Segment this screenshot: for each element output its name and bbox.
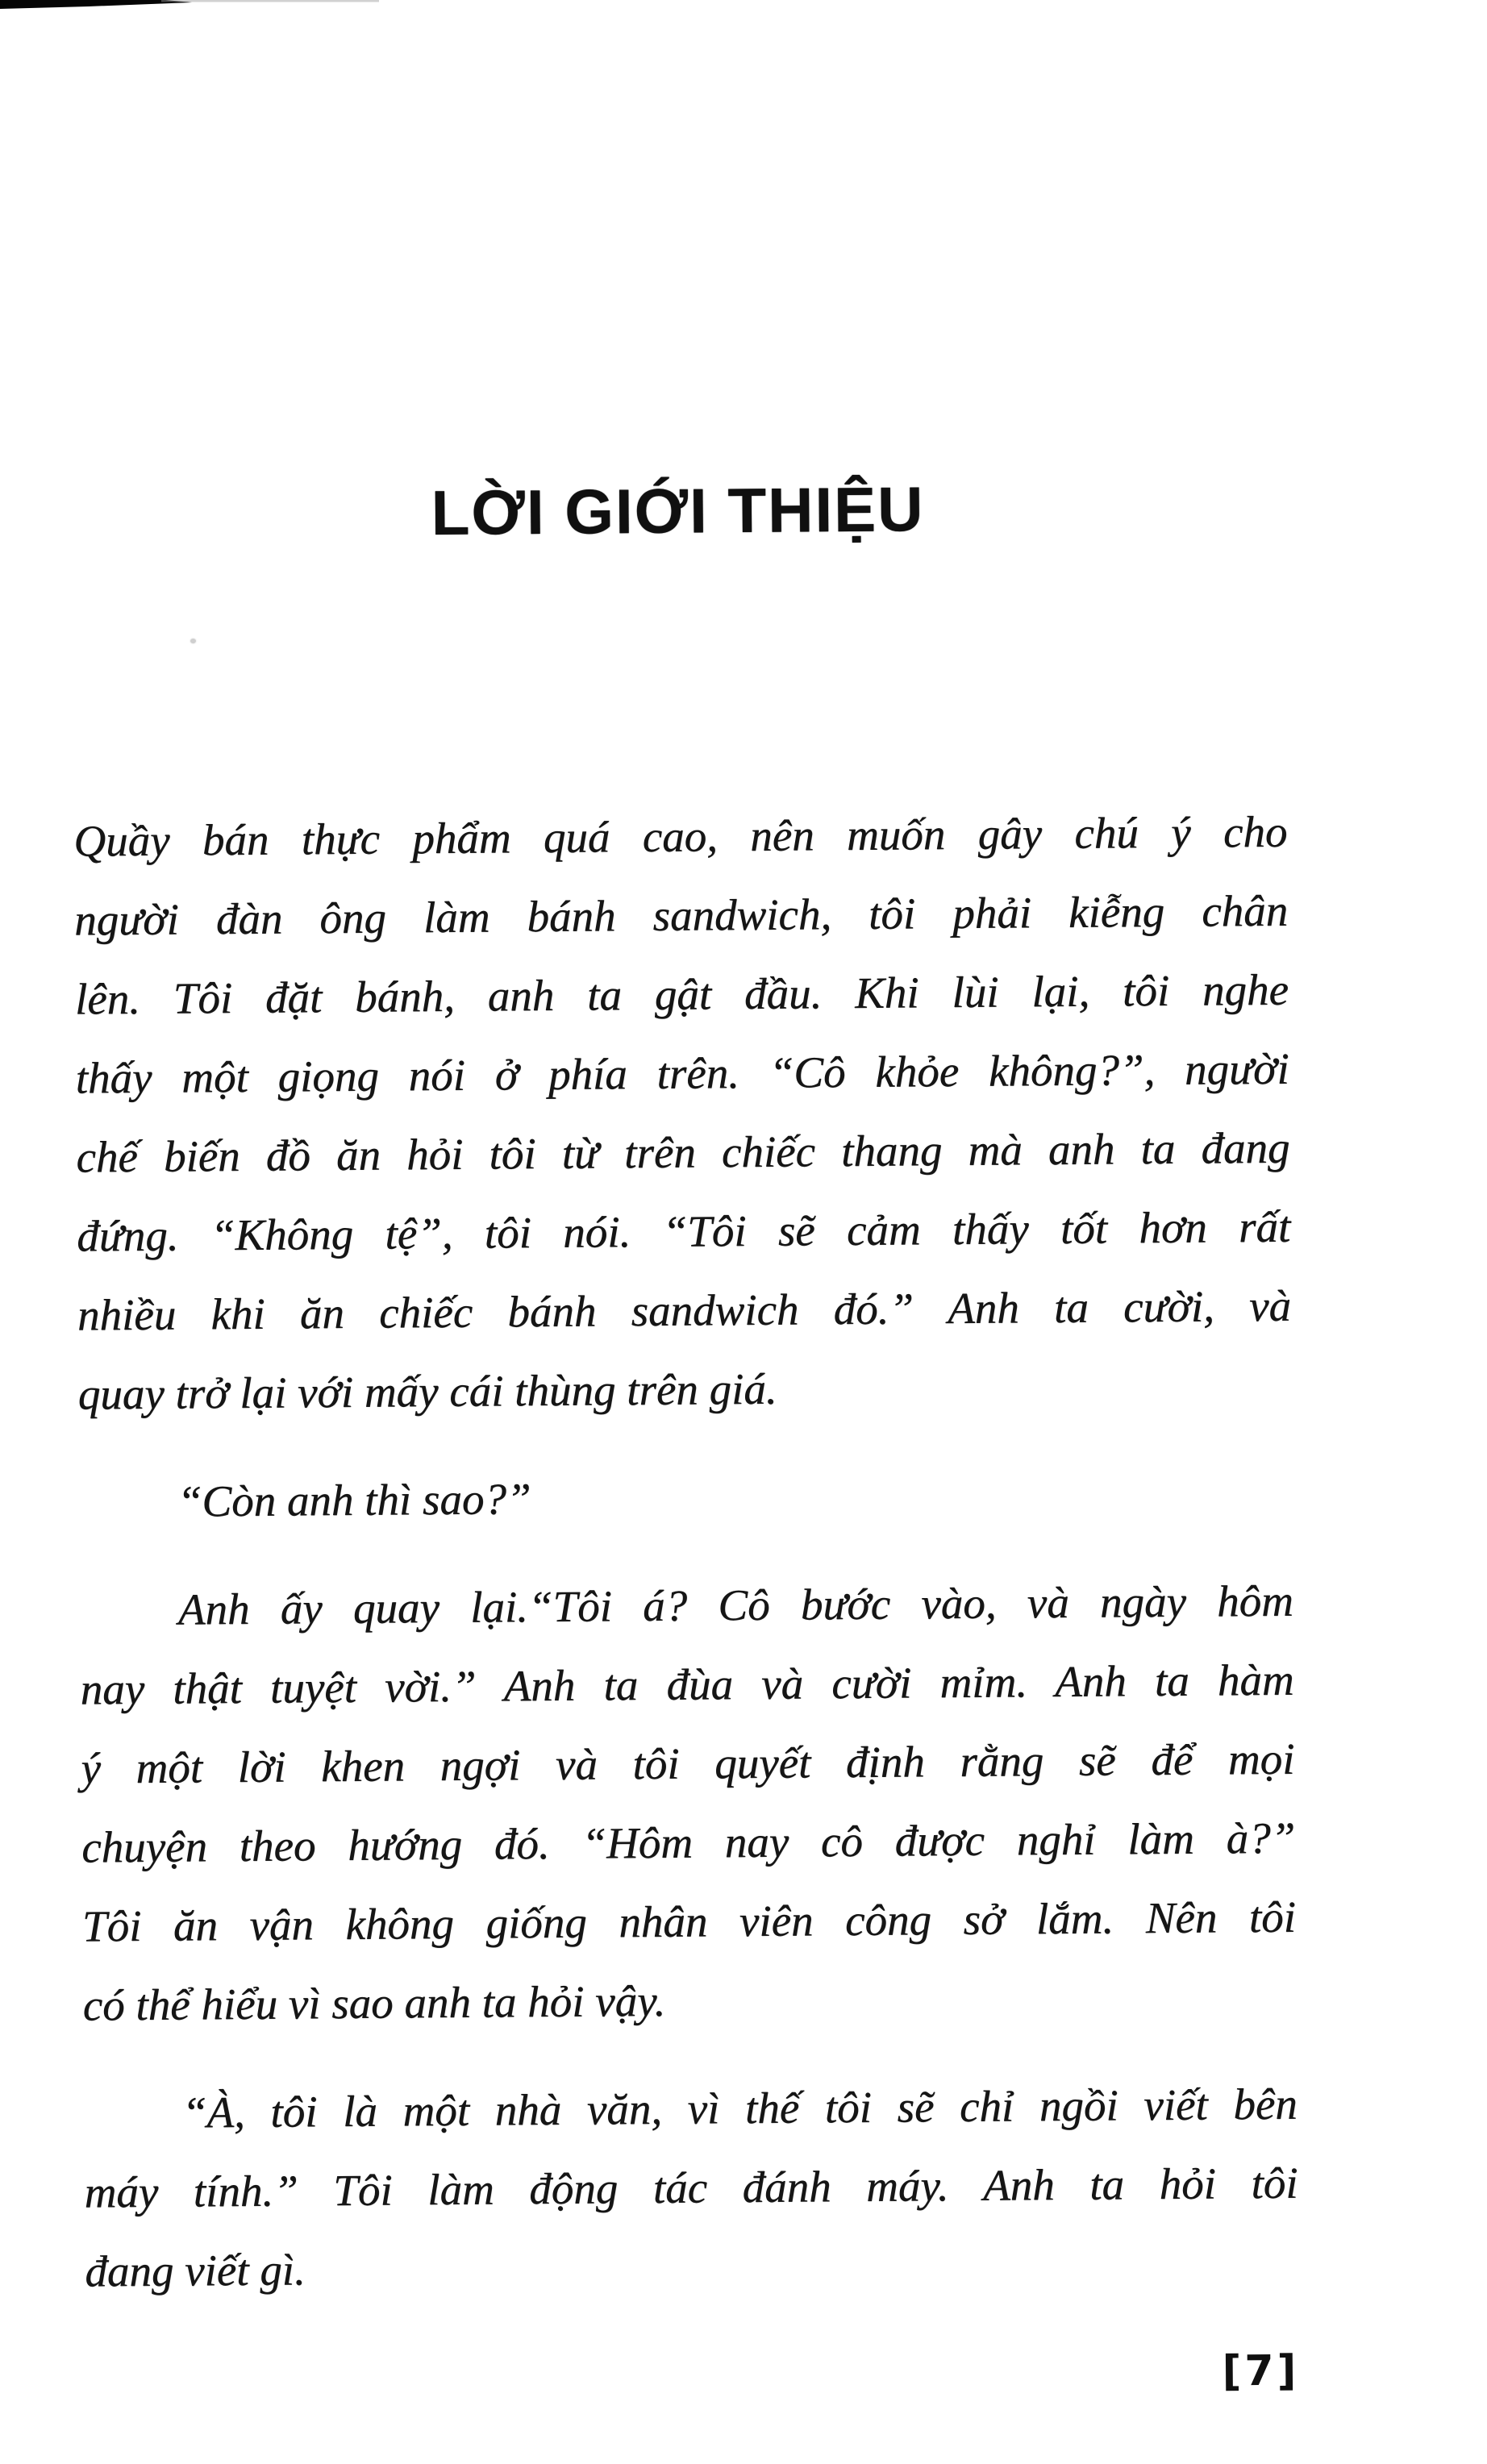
- text-line: đang viết gì.: [85, 2245, 306, 2296]
- text-line: có thể hiểu vì sao anh ta hỏi vậy.: [82, 1975, 666, 2030]
- text-line: đứng. “Không tệ”, tôi nói. “Tôi sẽ cảm thấy tốt hơn rất: [76, 1201, 1291, 1261]
- text-line: người đàn ông làm bánh sandwich, tôi phải kiễng chân: [73, 885, 1289, 945]
- text-line: máy tính.” Tôi làm động tác đánh máy. Anh ta hỏi tôi: [84, 2158, 1298, 2217]
- chapter-title: LỜI GIỚI THIỆU: [431, 473, 925, 549]
- text-line: Tôi ăn vận không giống nhân viên công sở lắm. Nên tôi: [81, 1892, 1297, 1951]
- text-line: “À, tôi là một nhà văn, vì thế tôi sẽ chỉ ngồi viết bên: [181, 2079, 1297, 2137]
- text-line: lên. Tôi đặt bánh, anh ta gật đầu. Khi lùi lại, tôi nghe: [74, 964, 1289, 1024]
- text-line: “Còn anh thì sao?”: [177, 1474, 531, 1526]
- text-line: thấy một giọng nói ở phía trên. “Cô khỏe không?”, người: [75, 1043, 1289, 1103]
- paragraph-3: [79, 1562, 1297, 2046]
- text-line: nay thật tuyệt vời.” Anh ta đùa và cười mỉm. Anh ta hàm: [80, 1654, 1294, 1714]
- text-line: ý một lời khen ngợi và tôi quyết định rằng sẽ để mọi: [81, 1734, 1295, 1793]
- text-line: Anh ấy quay lại.“Tôi á? Cô bước vào, và ngày hôm: [177, 1575, 1294, 1634]
- body-text: [73, 793, 1299, 2312]
- paragraph-1: [73, 793, 1292, 1434]
- text-line: quay trở lại với mấy cái thùng trên giá.: [77, 1363, 777, 1419]
- paragraph-4: [83, 2065, 1298, 2312]
- text-line: chế biến đồ ăn hỏi tôi từ trên chiếc thang mà anh ta đang: [76, 1122, 1290, 1182]
- paragraph-2: [78, 1454, 1293, 1542]
- text-line: chuyện theo hướng đó. “Hôm nay cô được nghỉ làm à?”: [81, 1813, 1296, 1872]
- text-line: Quầy bán thực phẩm quá cao, nên muốn gây chú ý cho: [73, 806, 1288, 866]
- text-line: nhiều khi ăn chiếc bánh sandwich đó.” Anh ta cười, và: [77, 1280, 1292, 1340]
- page-number: [7]: [1222, 2346, 1300, 2396]
